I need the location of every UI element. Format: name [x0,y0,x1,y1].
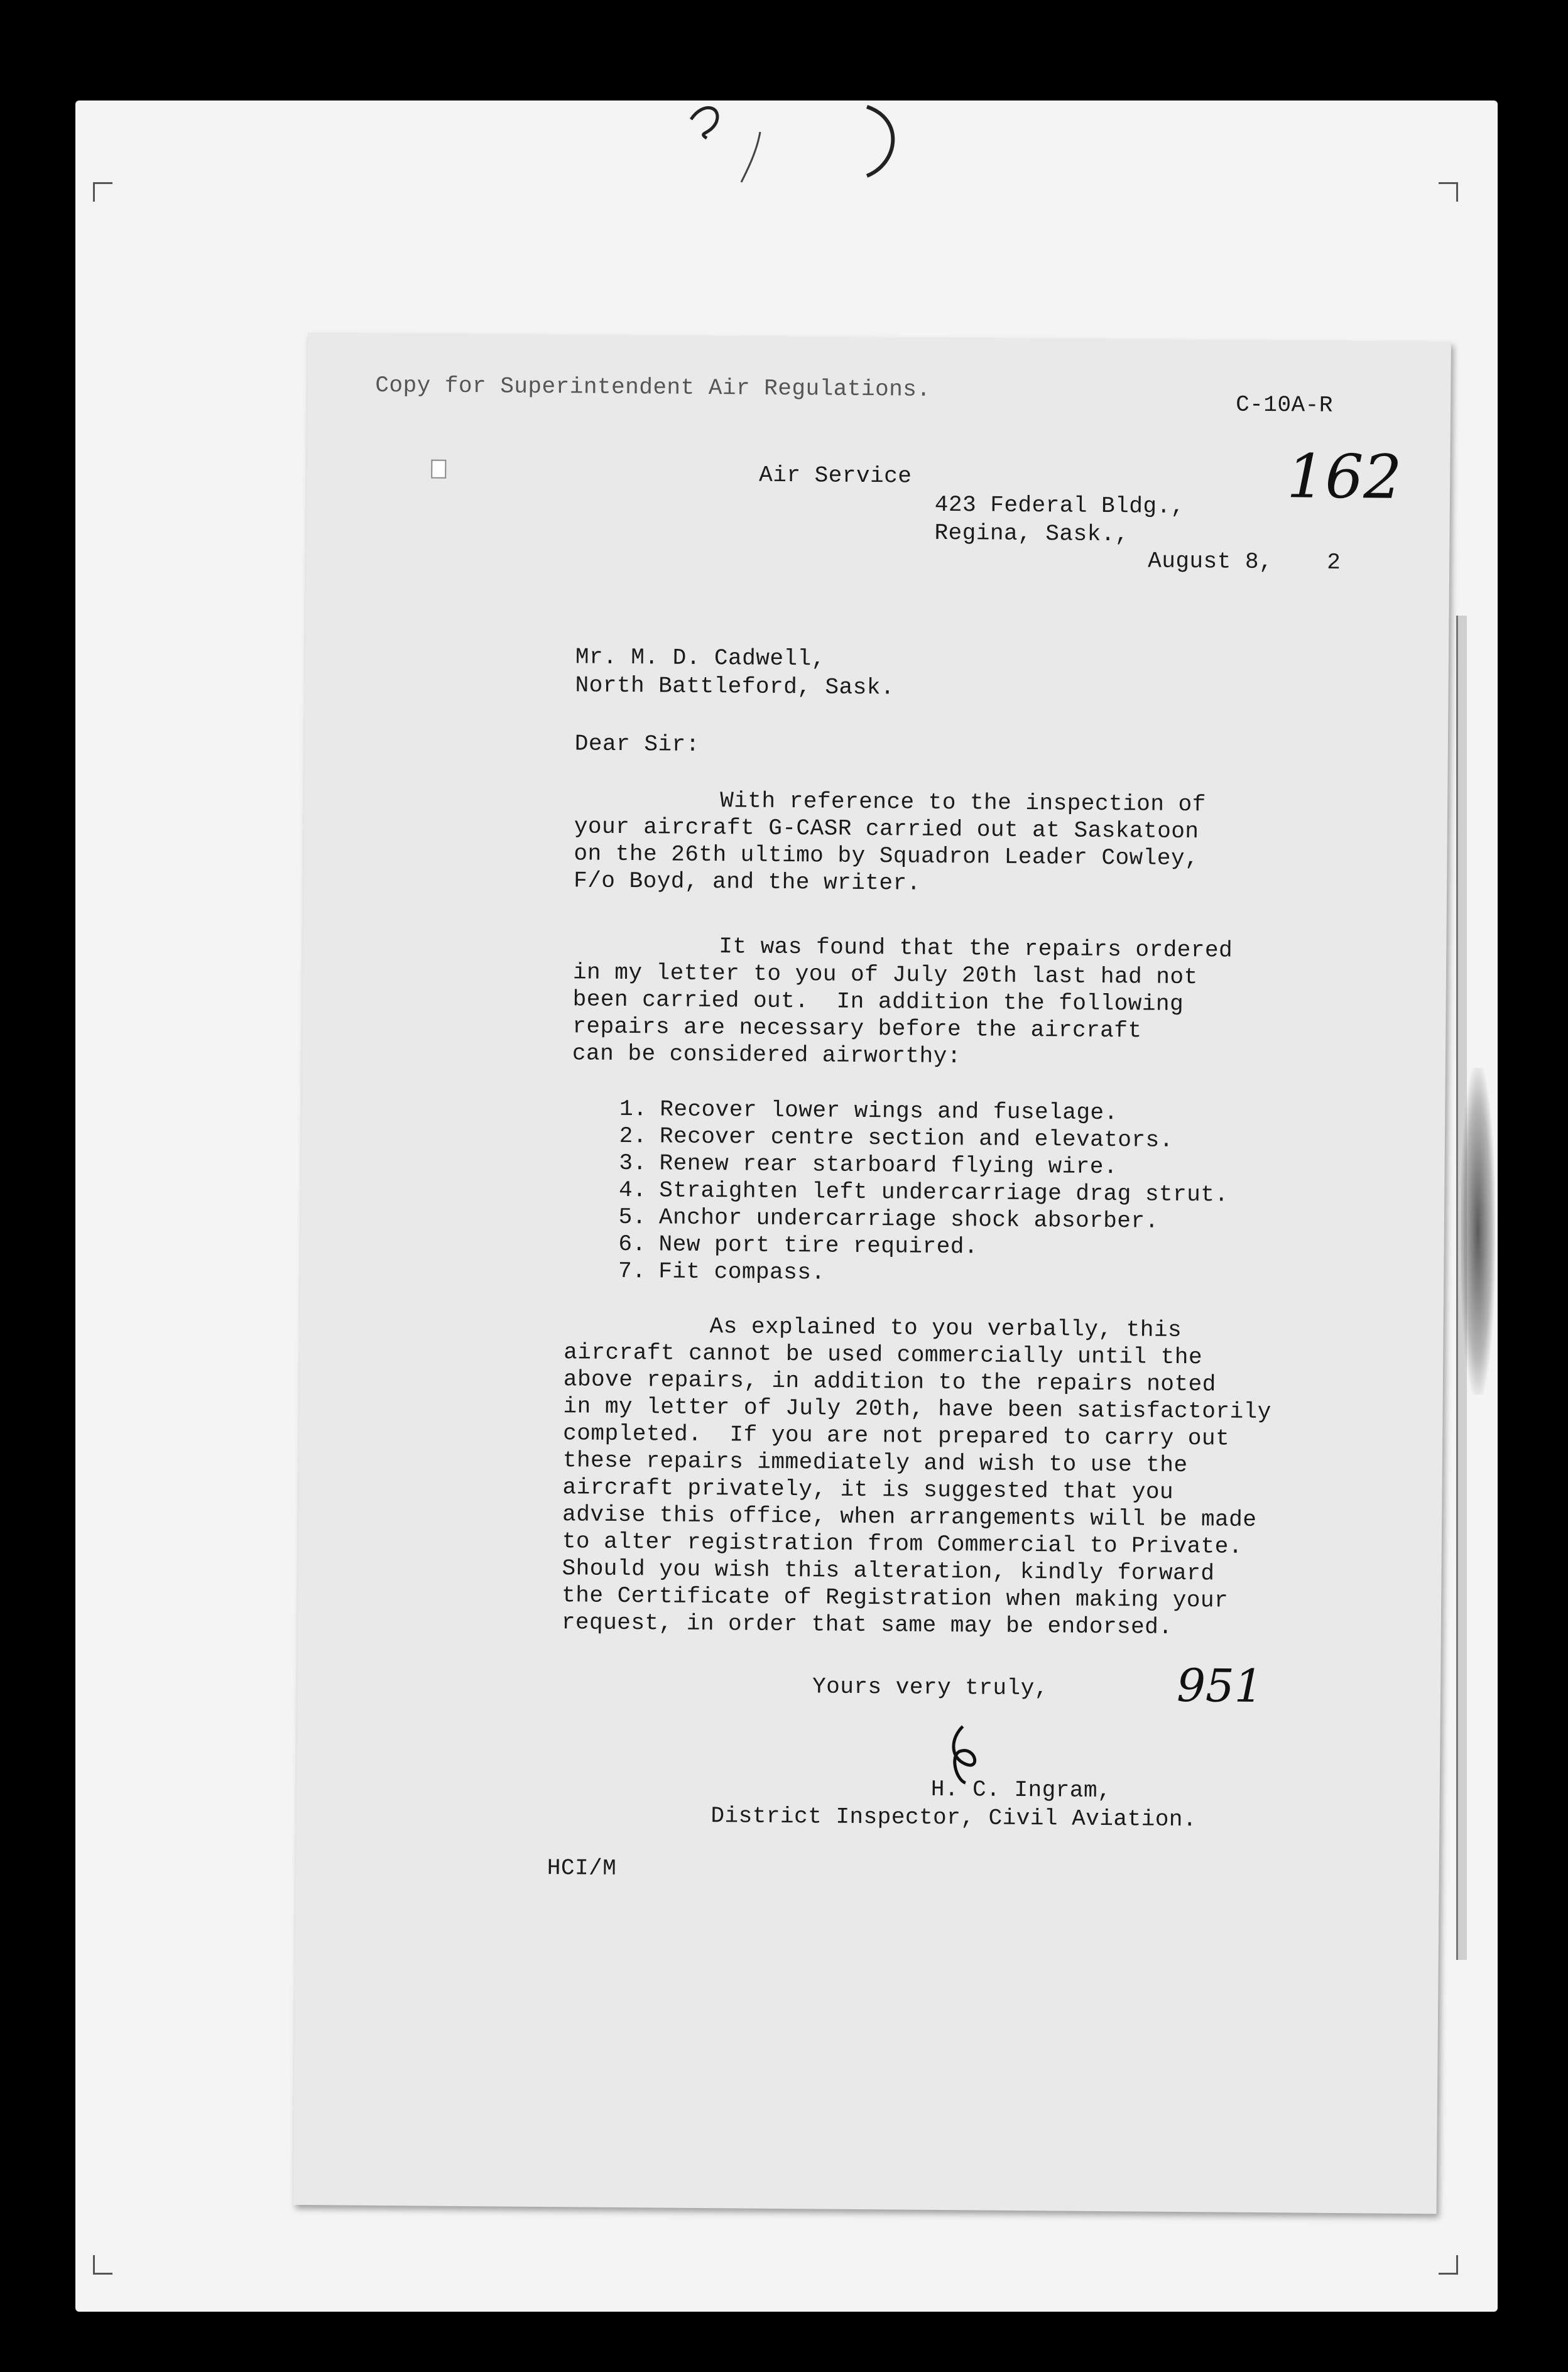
recipient-location: North Battleford, Sask. [575,672,895,701]
department: Air Service [759,462,912,489]
frame-corner-mark [1439,182,1458,202]
frame-corner-mark [93,182,112,202]
copy-note: Copy for Superintendent Air Regulations. [375,372,931,403]
paragraph-inspection [574,786,1206,899]
list-item: 1. Recover lower wings and fuselage. [619,1096,1118,1126]
paragraph-line: above repairs, in addition to the repairs noted [563,1366,1216,1398]
paragraph-line: Should you wish this alteration, kindly forward [562,1555,1215,1587]
handwritten-page-number: 162 [1286,441,1402,513]
paragraph-line: on the 26th ultimo by Squadron Leader Cowley, [574,841,1199,872]
paragraph-line: can be considered airworthy: [572,1040,962,1070]
file-code: C-10A-R [1235,391,1334,418]
paragraph-explanation [562,1312,1272,1641]
closing: Yours very truly, [812,1673,1049,1702]
handwritten-scribble [678,94,942,201]
paragraph-line: to alter registration from Commercial to Private. [562,1528,1243,1560]
ink-smudge [1461,1068,1495,1395]
letter-sheet [293,333,1451,2214]
paragraph-line: As explained to you verbally, this [709,1314,1182,1343]
reference-initials: HCI/M [547,1855,617,1881]
address-line-2: Regina, Sask., [934,520,1130,548]
paragraph-line: completed. If you are not prepared to carry out [563,1420,1230,1452]
signatory-title: District Inspector, Civil Aviation. [710,1803,1197,1833]
list-item: 3. Renew rear starboard flying wire. [619,1150,1118,1180]
letter-date-suffix: 2 [1327,549,1341,575]
frame-corner-mark [93,2255,112,2275]
list-item: 2. Recover centre section and elevators. [619,1123,1173,1153]
address-line-1: 423 Federal Bldg., [934,491,1185,520]
repairs-list [589,1096,1229,1290]
paragraph-line: in my letter to you of July 20th last had not [572,959,1198,991]
paragraph-line: advise this office, when arrangements will be made [562,1501,1257,1533]
list-item: 7. Fit compass. [618,1258,825,1286]
salutation: Dear Sir: [574,731,700,758]
paragraph-line: the Certificate of Registration when making your [562,1582,1229,1614]
list-item: 6. New port tire required. [618,1231,979,1260]
paragraph-line: It was found that the repairs ordered [719,933,1233,964]
handwritten-note: 951 [1176,1658,1263,1713]
signatory-name: H. C. Ingram, [930,1776,1112,1804]
list-item: 5. Anchor undercarriage shock absorber. [618,1204,1159,1234]
list-item: 4. Straighten left undercarriage drag strut. [618,1177,1229,1208]
paragraph-line: aircraft privately, it is suggested that you [562,1474,1174,1505]
paragraph-line: request, in order that same may be endorsed. [561,1609,1173,1640]
paragraph-line: F/o Boyd, and the writer. [574,868,921,896]
punch-hole [431,460,446,479]
paragraph-line: in my letter of July 20th, have been satisfactorily [563,1393,1271,1425]
paragraph-line: repairs are necessary before the aircraft [572,1013,1142,1044]
letter-date: August 8, [1148,548,1273,575]
paragraph-line: With reference to the inspection of [720,788,1206,818]
paragraph-line: your aircraft G-CASR carried out at Saskatoon [574,813,1199,845]
paragraph-line: been carried out. In addition the following [572,986,1184,1017]
paragraph-line: these repairs immediately and wish to use the [562,1447,1188,1479]
recipient-name: Mr. M. D. Cadwell, [575,644,825,672]
paragraph-findings [572,932,1233,1072]
paragraph-line: aircraft cannot be used commercially until the [564,1339,1203,1371]
frame-corner-mark [1439,2255,1458,2275]
